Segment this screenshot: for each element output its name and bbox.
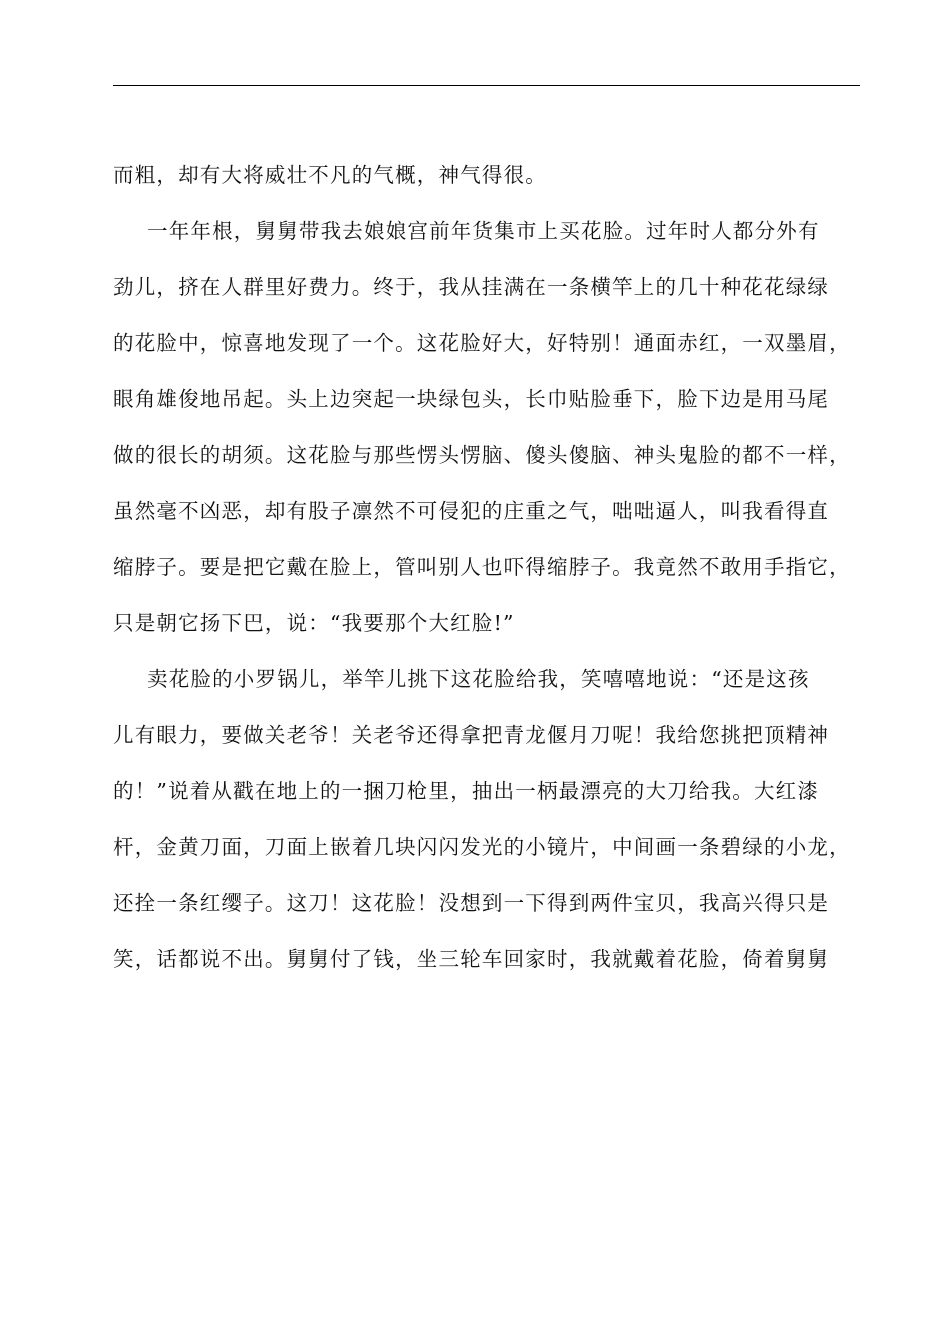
text-line-12: 的！”说着从戳在地上的一捆刀枪里，抽出一柄最漂亮的大刀给我。大红漆 bbox=[113, 779, 820, 803]
text-line-10: 卖花脸的小罗锅儿，举竿儿挑下这花脸给我，笑嘻嘻地说：“还是这孩 bbox=[147, 667, 810, 691]
body-text bbox=[113, 147, 873, 987]
text-line-9: 只是朝它扬下巴，说：“我要那个大红脸!” bbox=[113, 611, 515, 635]
text-line-2: 一年年根，舅舅带我去娘娘宫前年货集市上买花脸。过年时人都分外有 bbox=[147, 219, 820, 243]
header-rule bbox=[113, 85, 860, 86]
text-line-5: 眼角雄俊地吊起。头上边突起一块绿包头，长巾贴脸垂下，脸下边是用马尾 bbox=[113, 387, 830, 411]
text-line-1: 而粗，却有大将威壮不凡的气概，神气得很。 bbox=[113, 163, 547, 187]
text-line-8: 缩脖子。要是把它戴在脸上，管叫别人也吓得缩脖子。我竟然不敢用手指它， bbox=[113, 555, 851, 579]
text-line-14: 还拴一条红缨子。这刀！这花脸！没想到一下得到两件宝贝，我高兴得只是 bbox=[113, 891, 830, 915]
text-line-11: 儿有眼力，要做关老爷！关老爷还得拿把青龙偃月刀呢！我给您挑把顶精神 bbox=[113, 723, 830, 747]
text-line-7: 虽然毫不凶恶，却有股子凛然不可侵犯的庄重之气，咄咄逼人，叫我看得直 bbox=[113, 499, 830, 523]
text-line-4: 的花脸中，惊喜地发现了一个。这花脸好大，好特别！通面赤红，一双墨眉， bbox=[113, 331, 851, 355]
text-line-3: 劲儿，挤在人群里好费力。终于，我从挂满在一条横竿上的几十种花花绿绿 bbox=[113, 275, 830, 299]
text-line-6: 做的很长的胡须。这花脸与那些愣头愣脑、傻头傻脑、神头鬼脸的都不一样， bbox=[113, 443, 851, 467]
text-line-15: 笑，话都说不出。舅舅付了钱，坐三轮车回家时，我就戴着花脸，倚着舅舅 bbox=[113, 947, 830, 971]
text-line-13: 杆，金黄刀面，刀面上嵌着几块闪闪发光的小镜片，中间画一条碧绿的小龙， bbox=[113, 835, 851, 859]
